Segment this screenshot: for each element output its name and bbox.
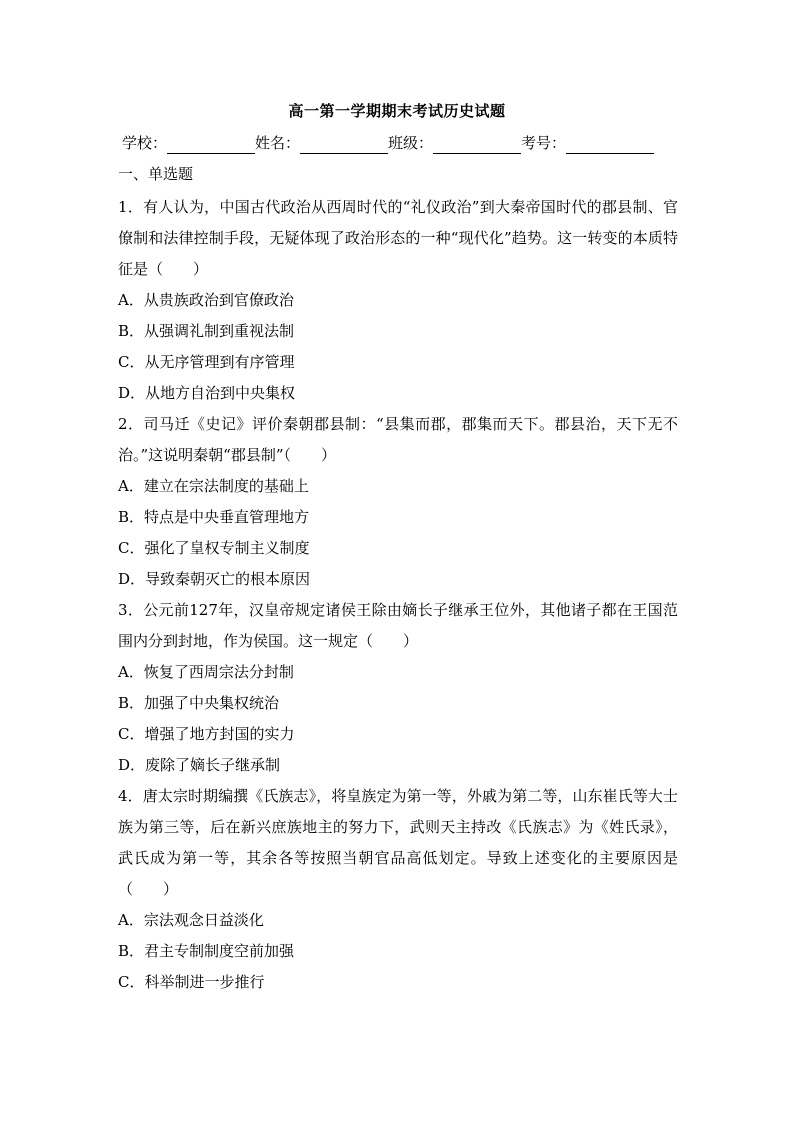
option-a[interactable]: A．建立在宗法制度的基础上 bbox=[118, 477, 309, 495]
school-blank[interactable] bbox=[167, 135, 255, 154]
option-b[interactable]: B．从强调礼制到重视法制 bbox=[118, 322, 295, 340]
exam-title: 高一第一学期期末考试历史试题 bbox=[288, 102, 506, 120]
option-a[interactable]: A．从贵族政治到官僚政治 bbox=[118, 291, 294, 309]
question-1 bbox=[118, 192, 678, 409]
option-b[interactable]: B．加强了中央集权统治 bbox=[118, 694, 280, 712]
option-c[interactable]: C．科举制进一步推行 bbox=[118, 973, 265, 991]
name-label: 姓名： bbox=[255, 134, 301, 152]
school-label: 学校： bbox=[122, 134, 168, 152]
option-a[interactable]: A．宗法观念日益淡化 bbox=[118, 911, 264, 929]
option-c[interactable]: C．从无序管理到有序管理 bbox=[118, 353, 295, 371]
student-info-row bbox=[122, 132, 682, 154]
option-b[interactable]: B．君主专制制度空前加强 bbox=[118, 942, 295, 960]
exam-content bbox=[118, 162, 678, 998]
option-d[interactable]: D．导致秦朝灭亡的根本原因 bbox=[118, 570, 311, 588]
section-heading: 一、单选题 bbox=[118, 165, 194, 183]
option-b[interactable]: B．特点是中央垂直管理地方 bbox=[118, 508, 310, 526]
option-a[interactable]: A．恢复了西周宗法分封制 bbox=[118, 663, 294, 681]
question-2 bbox=[118, 409, 678, 595]
question-stem: 3．公元前127年，汉皇帝规定诸侯王除由嫡长子继承王位外，其他诸子都在王国范围内分到封地，作为侯国。这一规定（ ） bbox=[118, 601, 678, 650]
option-d[interactable]: D．从地方自治到中央集权 bbox=[118, 384, 296, 402]
question-stem: 2．司马迁《史记》评价秦朝郡县制：“县集而郡，郡集而天下。郡县治，天下无不治。”这说明秦朝“郡县制”（ ） bbox=[118, 415, 678, 464]
option-d[interactable]: D．废除了嫡长子继承制 bbox=[118, 756, 281, 774]
class-label: 班级： bbox=[388, 134, 434, 152]
option-c[interactable]: C．强化了皇权专制主义制度 bbox=[118, 539, 310, 557]
question-stem: 1．有人认为，中国古代政治从西周时代的“礼仪政治”到大秦帝国时代的郡县制、官僚制和法律控制手段，无疑体现了政治形态的一种“现代化”趋势。这一转变的本质特征是（ ） bbox=[118, 198, 678, 278]
question-3 bbox=[118, 595, 678, 781]
number-blank[interactable] bbox=[566, 135, 654, 154]
option-c[interactable]: C．增强了地方封国的实力 bbox=[118, 725, 295, 743]
number-label: 考号： bbox=[521, 134, 567, 152]
question-stem: 4．唐太宗时期编撰《氏族志》，将皇族定为第一等，外戚为第二等，山东崔氏等大士族为第三等，后在新兴庶族地主的努力下，武则天主持改《氏族志》为《姓氏录》，武氏成为第一等，其余各等按照当朝官品高低划定。导致上述变化的主要原因是（ ） bbox=[118, 787, 678, 898]
name-blank[interactable] bbox=[300, 135, 388, 154]
class-blank[interactable] bbox=[433, 135, 521, 154]
question-4 bbox=[118, 781, 678, 998]
